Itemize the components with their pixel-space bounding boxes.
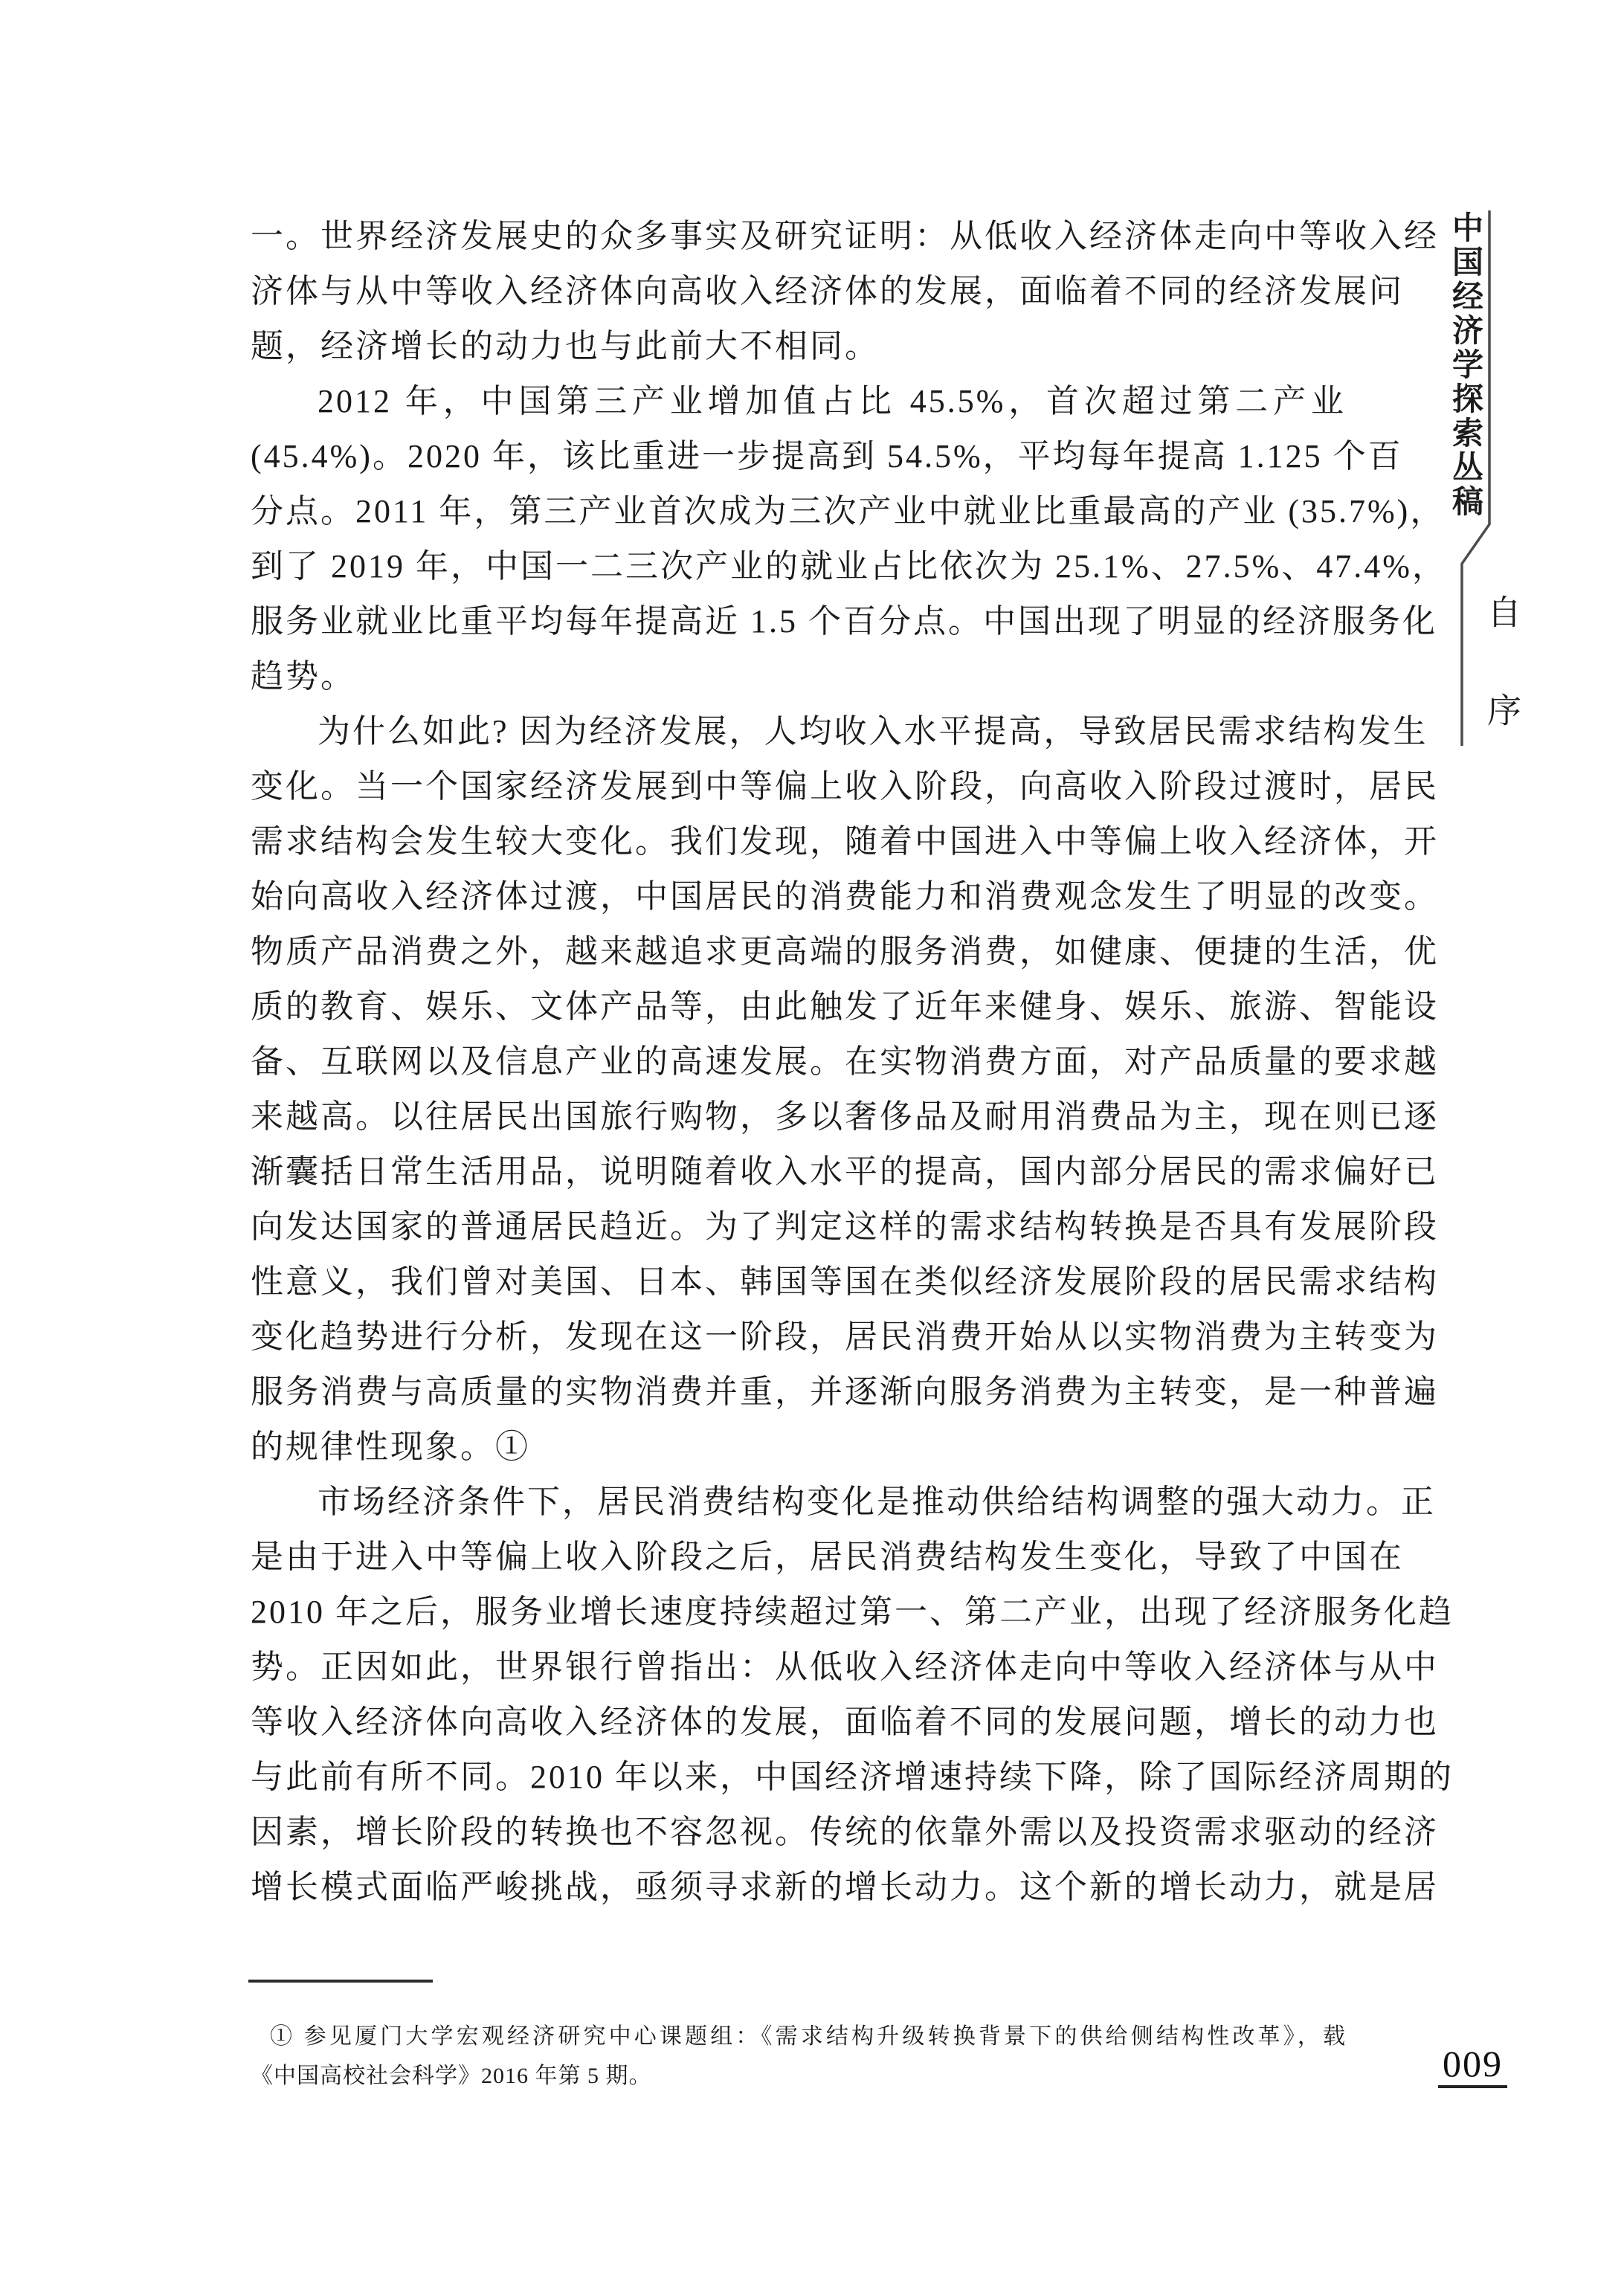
body-line: 与此前有所不同。2010 年以来，中国经济增速持续下降，除了国际经济周期的 [251,1759,1454,1795]
body-line: 是由于进入中等偏上收入阶段之后，居民消费结构发生变化，导致了中国在 [251,1539,1404,1575]
body-line: 质的教育、娱乐、文体产品等，由此触发了近年来健身、娱乐、旅游、智能设 [251,988,1439,1025]
body-line: 题，经济增长的动力也与此前大不相同。 [251,328,880,364]
footnote [251,2017,1346,2096]
footnote-separator-rule [248,1980,433,1983]
body-line: 向发达国家的普通居民趋近。为了判定这样的需求结构转换是否具有发展阶段 [251,1208,1439,1245]
body-line: 物质产品消费之外，越来越追求更高端的服务消费，如健康、便捷的生活，优 [251,933,1439,970]
body-line: 始向高收入经济体过渡，中国居民的消费能力和消费观念发生了明显的改变。 [251,878,1439,915]
body-line: 2012 年，中国第三产业增加值占比 45.5%，首次超过第二产业 [318,383,1346,419]
body-line: 因素，增长阶段的转换也不容忽视。传统的依靠外需以及投资需求驱动的经济 [251,1814,1439,1850]
footnote-line: ① 参见厦门大学宏观经济研究中心课题组：《需求结构升级转换背景下的供给侧结构性改革》，载 [270,2024,1346,2049]
body-line: 市场经济条件下，居民消费结构变化是推动供给结构调整的强大动力。正 [318,1484,1436,1520]
body-line: 济体与从中等收入经济体向高收入经济体的发展，面临着不同的经济发展问 [251,273,1404,309]
body-line: 的规律性现象。① [251,1429,530,1465]
margin-volume-title: 中国经济学探索丛稿 [1449,211,1483,519]
body-line: 需求结构会发生较大变化。我们发现，随着中国进入中等偏上收入经济体，开 [251,823,1439,860]
body-line: 备、互联网以及信息产业的高速发展。在实物消费方面，对产品质量的要求越 [251,1043,1439,1080]
body-line: 渐囊括日常生活用品，说明随着收入水平的提高，国内部分居民的需求偏好已 [251,1153,1439,1190]
body-line: 来越高。以往居民出国旅行购物，多以奢侈品及耐用消费品为主，现在则已逐 [251,1098,1439,1135]
margin-section-title: 自序 [1483,594,1521,790]
body-line: 分点。2011 年，第三产业首次成为三次产业中就业比重最高的产业 (35.7%)， [251,493,1446,529]
body-line: 势。正因如此，世界银行曾指出：从低收入经济体走向中等收入经济体与从中 [251,1649,1439,1685]
page-number: 009 [1438,2045,1507,2088]
body-line: (45.4%)。2020 年，该比重进一步提高到 54.5%，平均每年提高 1.125 个百 [251,438,1403,474]
body-line: 到了 2019 年，中国一二三次产业的就业占比依次为 25.1%、27.5%、47.4%， [251,548,1447,585]
body-line: 增长模式面临严峻挑战，亟须寻求新的增长动力。这个新的增长动力，就是居 [251,1869,1439,1905]
body-line: 服务消费与高质量的实物消费并重，并逐渐向服务消费为主转变，是一种普遍 [251,1374,1439,1410]
body-line: 等收入经济体向高收入经济体的发展，面临着不同的发展问题，增长的动力也 [251,1704,1439,1740]
body-line: 趋势。 [251,658,355,695]
body-line: 性意义，我们曾对美国、日本、韩国等国在类似经济发展阶段的居民需求结构 [251,1263,1439,1300]
footnote-line: 《中国高校社会科学》2016 年第 5 期。 [251,2064,652,2088]
body-line: 变化。当一个国家经济发展到中等偏上收入阶段，向高收入阶段过渡时，居民 [251,768,1439,805]
body-line: 一。世界经济发展史的众多事实及研究证明：从低收入经济体走向中等收入经 [251,218,1439,254]
body-line: 变化趋势进行分析，发现在这一阶段，居民消费开始从以实物消费为主转变为 [251,1318,1439,1355]
body-line: 2010 年之后，服务业增长速度持续超过第一、第二产业，出现了经济服务化趋 [251,1594,1454,1630]
body-text [251,209,1454,1915]
body-line: 为什么如此? 因为经济发展，人均收入水平提高，导致居民需求结构发生 [318,713,1428,750]
body-line: 服务业就业比重平均每年提高近 1.5 个百分点。中国出现了明显的经济服务化 [251,603,1437,640]
